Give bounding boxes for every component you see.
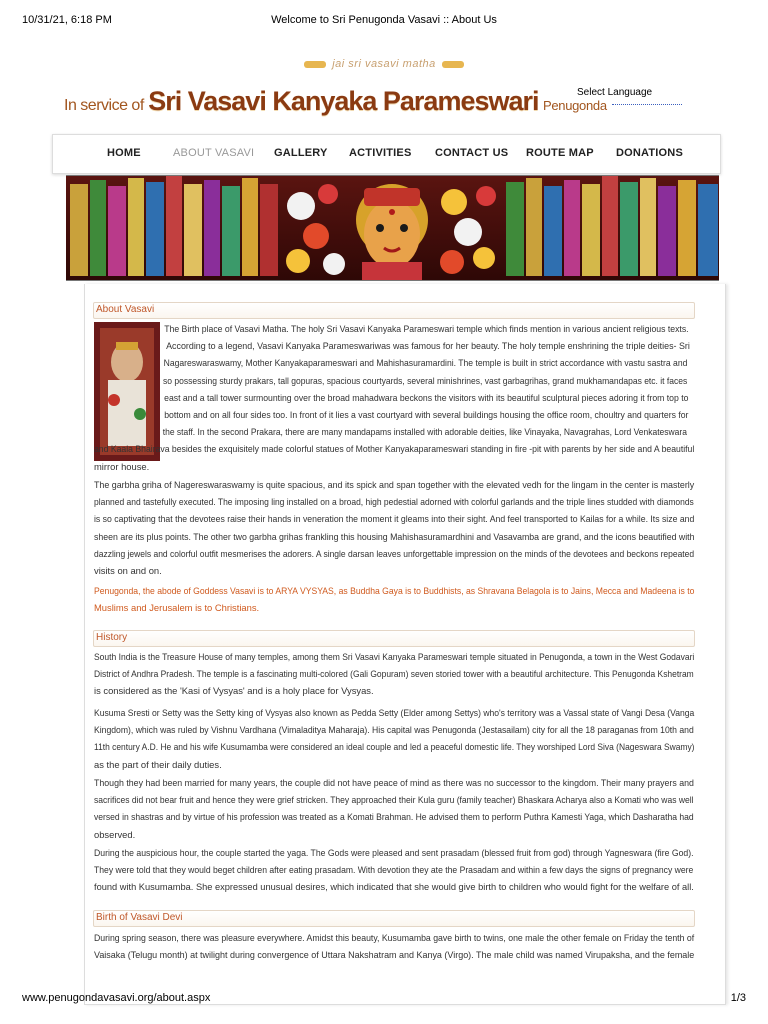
text-line: planned and tastefully executed. The imposing ling installed on a broad, high pedestial adorned with colorful garlands and the triple lines studded with diamonds	[94, 496, 694, 508]
text-line: is so captivating that the devotees raise their hands in veneration the moment it gleams into their sight. And feel transported to Kailas for a while. Its size and	[94, 513, 695, 525]
site-tagline	[0, 58, 768, 70]
section-heading-about	[93, 302, 695, 319]
section-heading-birth	[93, 910, 695, 927]
text-line: The Birth place of Vasavi Matha. The holy Sri Vasavi Kanyaka Parameswari temple which finds mention in various ancient religious texts.	[164, 323, 689, 334]
text-line: During spring season, there was pleasure everywhere. Amidst this beauty, Kusumamba gave birth to twins, one male the other female on Friday the tenth of	[94, 932, 695, 943]
site-logo[interactable]	[64, 86, 607, 120]
text-line: bottom and on all four sides too. In front of it lies a vast courtyard with several buildings housing the office room, choultry and quarters for	[164, 409, 689, 421]
print-page-number: 1/3	[730, 992, 746, 1004]
about-paragraph-3	[94, 582, 694, 616]
text-line: Nagareswaraswamy, Mother Kanyakaparameswari and Mahishasuramardini. The temple is built in strict accordance with vastu sastra and	[163, 357, 688, 369]
section-title-birth: Birth of Vasavi Devi	[96, 912, 183, 923]
text-line: found with Kusumamba. She expressed unusual desires, which indicated that she would give birth to children who would fight for the welfare of all.	[94, 881, 694, 893]
print-footer	[22, 992, 746, 1006]
print-header	[22, 14, 746, 30]
nav-activities[interactable]: ACTIVITIES	[349, 147, 412, 159]
text-line: is considered as the 'Kasi of Vysyas' and is a holy place for Vysyas.	[94, 685, 374, 697]
text-line: the staff. In the second Prakara, there are many mandapams installed with adorable deities, like Vinayaka, Navagrahas, Lord Venkateswara	[162, 426, 687, 438]
deity-banner-image	[66, 175, 719, 281]
text-line: During the auspicious hour, the couple started the yaga. The Gods were pleased and sent prasadam (blessed fruit from god) through Yagneswara (fire God).	[94, 847, 694, 858]
text-line: and Kaala Bhairava besides the exquisitely made colorful statues of Mother Kanyakaparameswari standing in fire -pit with parents by her side and A beautiful	[94, 443, 695, 455]
about-paragraph-1	[94, 320, 694, 475]
text-line: Kusuma Sresti or Setty was the Setty king of Vysyas also known as Pedda Setty (Elder among Settys) who's territory was a Vassal state of Vangi Desa (Vanga	[94, 707, 695, 718]
print-page-title: Welcome to Sri Penugonda Vasavi :: About Us	[271, 14, 497, 26]
text-line: dazzling jewels and colorful outfit mesmerises the adorers. A single darsan leaves unforgettable impression on the minds of the devotees and beckons repeated	[94, 547, 695, 559]
text-line: versed in shastras and by virtue of his profession was treated as a Komati Brahman. He advised them to perform Puthra Kamesti Yaga, which Dasharatha had	[94, 811, 694, 823]
logo-prefix: In service of	[64, 97, 144, 114]
text-line: District of Andhra Pradesh. The temple is a fascinating multi-colored (Gali Gopuram) seven storied tower with a beautiful architecture. This Penugonda Kshetram	[94, 668, 694, 680]
text-line: as the part of their daily duties.	[94, 758, 222, 770]
text-line: The garbha griha of Nagereswaraswamy is quite spacious, and its spick and span together with the elevated vedh for the lingam in the center is masterly	[94, 479, 695, 490]
nav-contact-us[interactable]: CONTACT US	[435, 147, 509, 159]
print-url: www.penugondavasavi.org/about.aspx	[22, 992, 211, 1004]
section-title-history: History	[96, 632, 128, 643]
main-nav	[52, 134, 721, 174]
nav-home[interactable]: HOME	[107, 147, 141, 159]
text-line: According to a legend, Vasavi Kanyaka Parameswariwas was famous for her beauty. The holy temple enshrining the triple deities- Sri	[166, 340, 690, 352]
text-line: Kingdom), which was ruled by Vishnu Vardhana (Vimaladitya Maharaja). His capital was Penugonda (Jestasailam) city for all the 18 paraganas from 10th and	[94, 724, 694, 736]
history-paragraph-3	[94, 774, 694, 843]
logo-main: Sri Vasavi Kanyaka Parameswari	[148, 86, 539, 116]
text-line: Muslims and Jerusalem is to Christians.	[94, 602, 260, 614]
section-title-about: About Vasavi	[96, 304, 155, 315]
print-datetime: 10/31/21, 6:18 PM	[22, 14, 112, 26]
text-line: Though they had been married for many years, the couple did not have peace of mind as there was no successor to the kingdom. Their many prayers and	[94, 777, 694, 788]
language-label: Select Language	[577, 87, 653, 98]
nav-route-map[interactable]: ROUTE MAP	[526, 147, 594, 159]
nav-gallery[interactable]: GALLERY	[274, 147, 328, 159]
text-line: Penugonda, the abode of Goddess Vasavi is to ARYA VYSYAS, as Buddha Gaya is to Buddhists, as Shravana Belagola is to Jains, Mecca and Madeena is to	[94, 585, 695, 596]
nav-about-vasavi[interactable]: ABOUT VASAVI	[173, 147, 255, 159]
text-line: sacrifices did not bear fruit and hence they were grief stricken. They approached their Kula guru (family teacher) Bhaskara Acharya also a Komati who was well	[94, 794, 694, 806]
text-line: visits on and on.	[94, 565, 162, 577]
birth-paragraph-1	[94, 929, 694, 963]
history-paragraph-1	[94, 648, 694, 700]
ornament-left-icon	[304, 61, 326, 68]
about-paragraph-2	[94, 476, 694, 579]
text-line: east and a tall tower surmounting over the broad mahadwara beckons the visitors with its beautiful sculptural pieces adoring it from top to	[164, 391, 689, 403]
text-line: Vaisaka (Telugu month) at twilight during convergence of Uttara Nakshatram and Kanya (Virgo). The male child was named Virupaksha, and the female	[94, 949, 695, 961]
text-line: They were told that they would beget children after eating prasadam. With devotion they ate the Prasadam and within a few days the signs of pregnancy were	[94, 864, 694, 876]
text-line: South India is the Treasure House of many temples, among them Sri Vasavi Kanyaka Parameswari temple situated in Penugonda, a town in the West Godavari	[94, 651, 695, 662]
banner-graphic	[66, 176, 719, 280]
nav-donations[interactable]: DONATIONS	[616, 147, 683, 159]
history-paragraph-4	[94, 844, 694, 896]
text-line: sheen are its plus points. The other two garbha grihas frankling this housing Mahishasuramardhini and Vasavamba are grand, and the icons beautified with	[94, 530, 695, 542]
text-line: mirror house.	[94, 460, 150, 472]
history-paragraph-2	[94, 704, 694, 773]
text-line: so possessing sturdy prakars, tall gopuras, spacious courtyards, several minishrines, vast garbagrihas, grand mukhamandapas etc. it faces	[163, 374, 688, 386]
text-line: observed.	[94, 828, 136, 840]
text-line: 11th century A.D. He and his wife Kusumamba were considered an ideal couple and led a peaceful domestic life. They worshiped Lord Siva (Nageswara Swamy)	[94, 741, 695, 753]
ornament-right-icon	[442, 61, 464, 68]
language-select[interactable]	[612, 101, 682, 105]
tagline-text: jai sri vasavi matha	[332, 58, 436, 70]
section-heading-history	[93, 630, 695, 647]
logo-suffix: Penugonda	[542, 98, 607, 113]
